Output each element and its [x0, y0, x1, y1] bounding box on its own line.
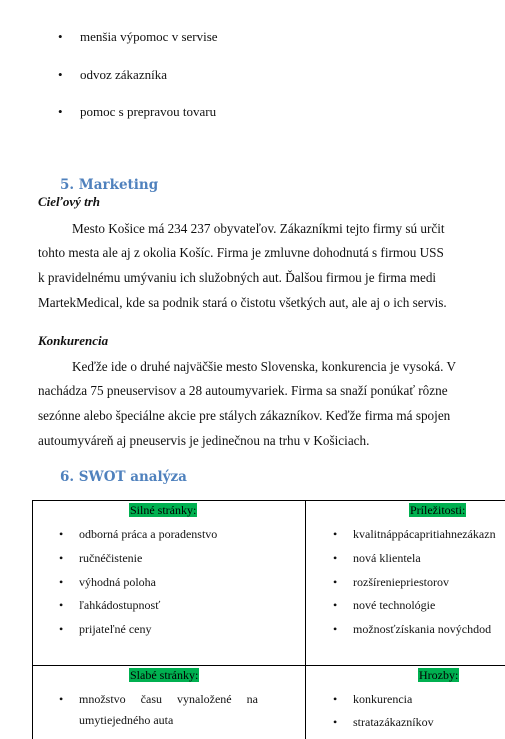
subheading-target-market: Cieľový trh [38, 194, 101, 209]
bullet-icon: • [333, 598, 338, 612]
paragraph-line: tohto mesta ale aj z okolia Košíc. Firma je zmluvne dohodnutá s firmou USS [38, 245, 444, 260]
paragraph-line: k pravidelnému umývaniu ich služobných aut. Ďalšou firmou je firma medi [38, 270, 437, 285]
paragraph-line: Keďže ide o druhé najväčšie mesto Slovenska, konkurencia je vysoká. V [72, 359, 457, 374]
swot-weakness-item-continued: umytiejedného auta [79, 713, 174, 727]
document-page: • menšia výpomoc v servise • odvoz zákazníka • pomoc s prepravou tovaru 5. Marketing Cieľový trh Mesto Košice má 234 237 obyvateľov. Zákazníkmi tejto firmy sú určit tohto mesta ale aj z okolia Košíc. Firma je zmluvne dohodnutá s firmou USS k pravidelnému umývaniu ich služobných aut. Ďalšou firmou je firma medi MartekMedical, kde sa podnik stará o čistotu všetkých aut, ale aj o ich servis. Konkurencia Keďže ide o druhé najväčšie mesto Slovenska, konkurencia je vysoká. V nachádza 75 pneuservisov a 28 autoumyvariek. Firma sa snaží ponúkať rôzne sezónne alebo špeciálne akcie pre stálych zákazníkov. Keďže firma má spojen autoumyváreň aj pneuservis je jedinečnou na trhu v Košiciach. 6. SWOT analýza Silné stránky: • odborná práca a poradenstvo • ručnéčistenie • výhodná poloha • ľahkádostupnosť • prijateľné ceny Príležitosti: • kvalitnápрácapritiahnezákazn • nová klientela • rozšíreniepriestorov • nové technológie • možnosťzískania novýchdod Slabé stránky: • množstvo času vynaložené na umytiejedného auta Hrozby: • konkurencia • stratazákazníkov [0, 0, 505, 739]
bullet-icon: • [58, 104, 63, 119]
bullet-icon: • [58, 67, 63, 82]
bullet-icon: • [333, 575, 338, 589]
swot-table: Silné stránky: • odborná práca a poradenstvo • ručnéčistenie • výhodná poloha • ľahkádostupnosť • prijateľné ceny Príležitosti: • kvalitnápрácapritiahnezákazn • nová klientela • rozšíreniepriestorov • nové technológie • možnosťzískania novýchdod Slabé stránky: • množstvo času vynaložené na umytiejedného auta Hrozby: • konkurencia • stratazákazníkov [32, 500, 505, 739]
bullet-icon: • [59, 692, 64, 706]
bullet-icon: • [333, 692, 338, 706]
table-divider-horizontal [33, 665, 505, 666]
swot-opportunities-title: Príležitosti: [410, 503, 466, 517]
subheading-competition: Konkurencia [38, 333, 109, 348]
swot-weaknesses-title: Slabé stránky: [130, 668, 199, 682]
bullet-icon: • [59, 598, 64, 612]
swot-strengths-title: Silné stránky: [130, 503, 197, 517]
bullet-icon: • [59, 622, 64, 636]
section-heading-marketing: 5. Marketing [60, 177, 159, 193]
bullet-icon: • [59, 575, 64, 589]
paragraph-line: Mesto Košice má 234 237 obyvateľov. Zákazníkmi tejto firmy sú určit [72, 221, 445, 236]
bullet-icon: • [333, 715, 338, 729]
bullet-icon: • [59, 551, 64, 565]
swot-threats-title: Hrozby: [419, 668, 459, 682]
section-heading-swot: 6. SWOT analýza [60, 469, 187, 485]
table-divider-vertical [305, 501, 306, 739]
bullet-icon: • [333, 622, 338, 636]
bullet-icon: • [58, 29, 63, 44]
paragraph-line: sezónne alebo špeciálne akcie pre stálych zákazníkov. Keďže firma má spojen [38, 408, 451, 423]
bullet-icon: • [59, 527, 64, 541]
paragraph-line: nachádza 75 pneuservisov a 28 autoumyvariek. Firma sa snaží ponúkať rôzne [38, 383, 448, 398]
paragraph-line: autoumyváreň aj pneuservis je jedinečnou na trhu v Košiciach. [38, 433, 370, 448]
bullet-icon: • [333, 527, 338, 541]
paragraph-line: MartekMedical, kde sa podnik stará o čistotu všetkých aut, ale aj o ich servis. [38, 295, 447, 310]
bullet-icon: • [333, 551, 338, 565]
